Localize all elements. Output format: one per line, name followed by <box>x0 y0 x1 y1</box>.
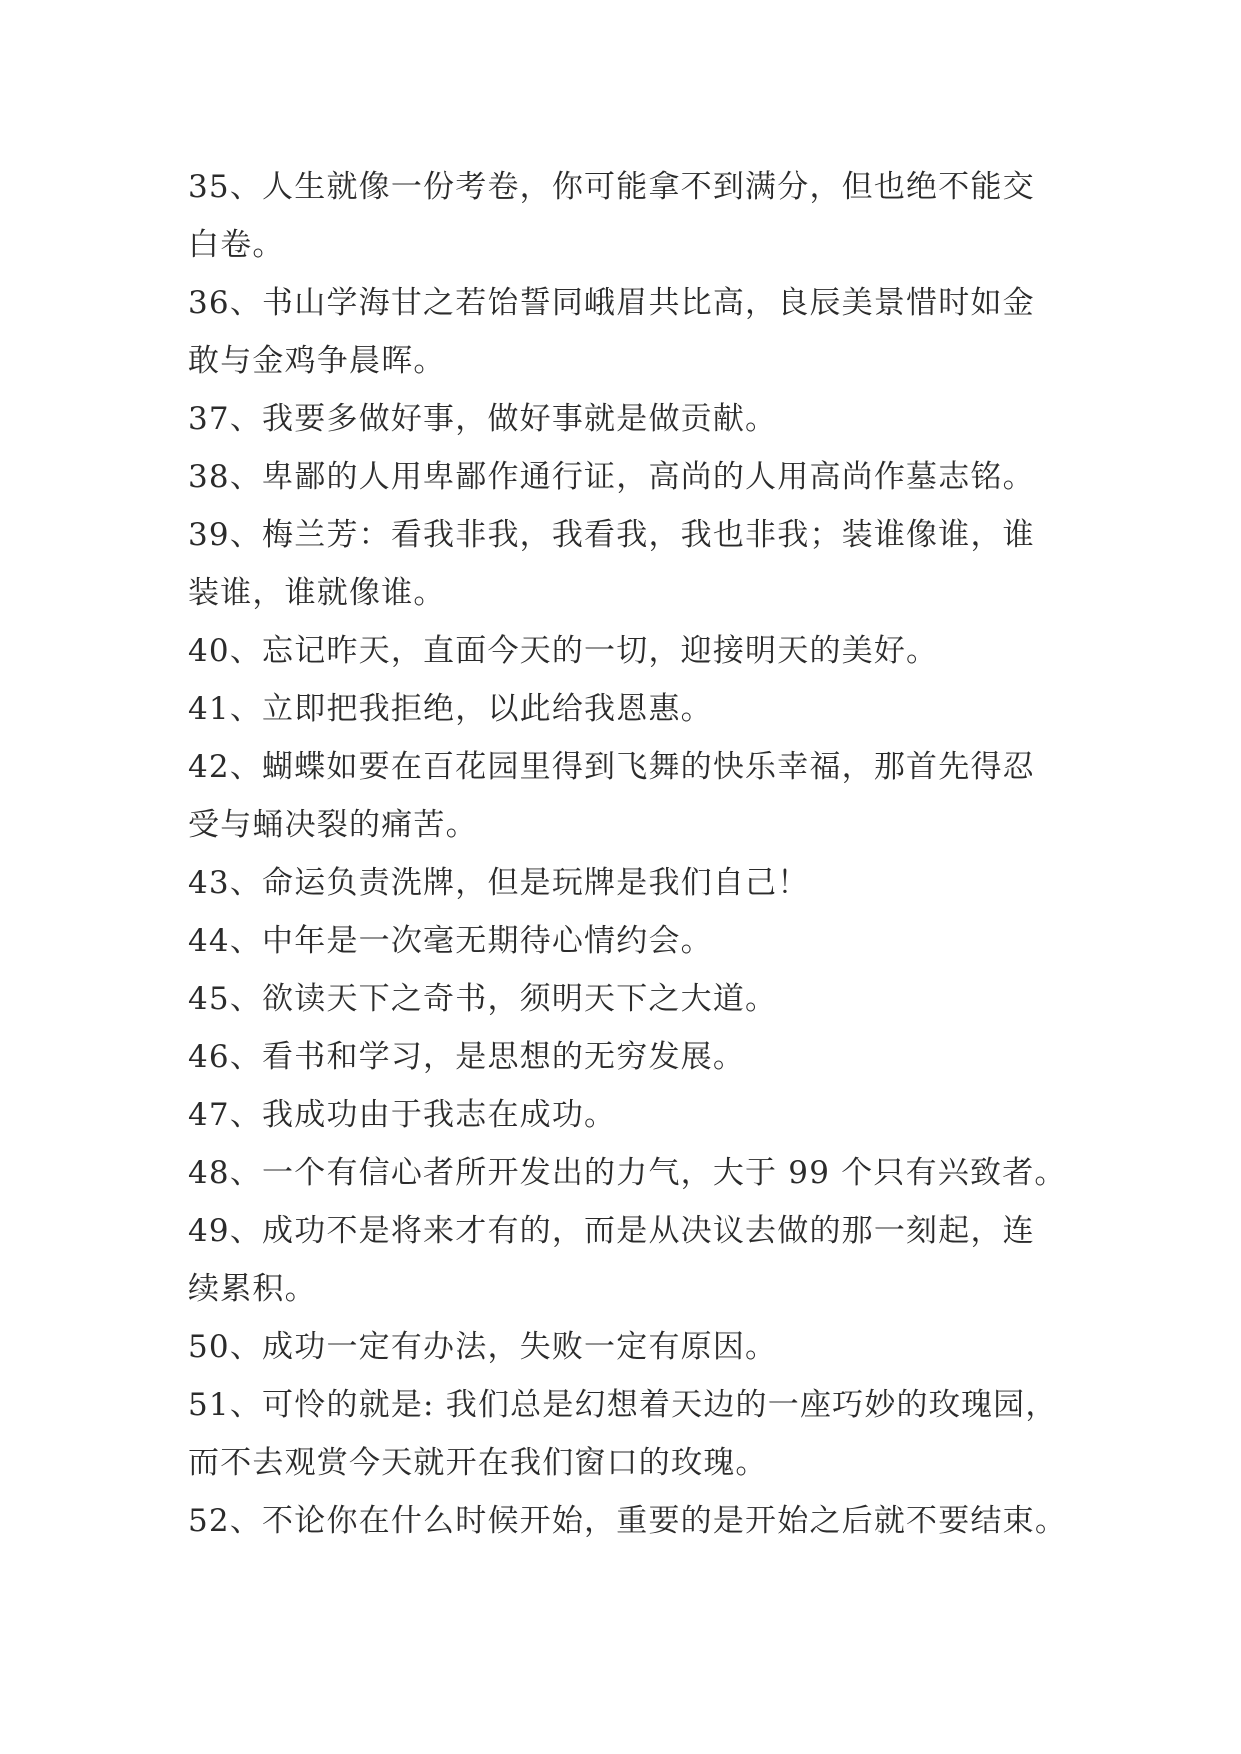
quote-line: 51、可怜的就是: 我们总是幻想着天边的一座巧妙的玫瑰园， <box>188 1387 1058 1423</box>
quote-line: 46、看书和学习，是思想的无穷发展。 <box>188 1039 746 1075</box>
quote-line: 40、忘记昨天，直面今天的一切，迎接明天的美好。 <box>188 633 939 669</box>
quote-line: 续累积。 <box>188 1271 317 1307</box>
quote-item-36 <box>188 274 1078 390</box>
quote-line: 39、梅兰芳：看我非我，我看我，我也非我；装谁像谁，谁 <box>188 517 1035 553</box>
quote-line: 白卷。 <box>188 227 285 263</box>
quote-line: 45、欲读天下之奇书，须明天下之大道。 <box>188 981 778 1017</box>
quote-line: 37、我要多做好事，做好事就是做贡献。 <box>188 401 778 437</box>
quote-line: 敢与金鸡争晨晖。 <box>188 343 446 379</box>
quote-line: 35、人生就像一份考卷，你可能拿不到满分，但也绝不能交 <box>188 169 1035 205</box>
quote-line: 41、立即把我拒绝，以此给我恩惠。 <box>188 691 713 727</box>
quote-line: 50、成功一定有办法，失败一定有原因。 <box>188 1329 778 1365</box>
quote-line: 44、中年是一次毫无期待心情约会。 <box>188 923 713 959</box>
quote-item-41 <box>188 680 1078 738</box>
quote-line: 48、一个有信心者所开发出的力气，大于 99 个只有兴致者。 <box>188 1155 1067 1191</box>
quote-item-49 <box>188 1202 1078 1318</box>
quote-line: 42、蝴蝶如要在百花园里得到飞舞的快乐幸福，那首先得忍 <box>188 749 1035 785</box>
quote-line: 52、不论你在什么时候开始，重要的是开始之后就不要结束。 <box>188 1503 1068 1539</box>
quote-item-47 <box>188 1086 1078 1144</box>
quote-line: 47、我成功由于我志在成功。 <box>188 1097 617 1133</box>
quote-line: 49、成功不是将来才有的，而是从决议去做的那一刻起，连 <box>188 1213 1035 1249</box>
quote-item-46 <box>188 1028 1078 1086</box>
quote-item-35 <box>188 158 1078 274</box>
quote-item-40 <box>188 622 1078 680</box>
quote-item-50 <box>188 1318 1078 1376</box>
quote-line: 36、书山学海甘之若饴誓同峨眉共比高，良辰美景惜时如金 <box>188 285 1035 321</box>
quote-line: 装谁，谁就像谁。 <box>188 575 446 611</box>
quote-item-52 <box>188 1492 1078 1550</box>
quote-line: 38、卑鄙的人用卑鄙作通行证，高尚的人用高尚作墓志铭。 <box>188 459 1035 495</box>
quote-item-37 <box>188 390 1078 448</box>
quote-item-44 <box>188 912 1078 970</box>
quote-line: 受与蛹决裂的痛苦。 <box>188 807 478 843</box>
quote-item-38 <box>188 448 1078 506</box>
quote-item-48 <box>188 1144 1078 1202</box>
quote-item-51 <box>188 1376 1078 1492</box>
quote-item-43 <box>188 854 1078 912</box>
quote-list <box>188 158 1078 1550</box>
quote-item-42 <box>188 738 1078 854</box>
quote-item-45 <box>188 970 1078 1028</box>
quote-item-39 <box>188 506 1078 622</box>
quote-line: 而不去观赏今天就开在我们窗口的玫瑰。 <box>188 1445 768 1481</box>
quote-line: 43、命运负责洗牌，但是玩牌是我们自己！ <box>188 865 810 901</box>
